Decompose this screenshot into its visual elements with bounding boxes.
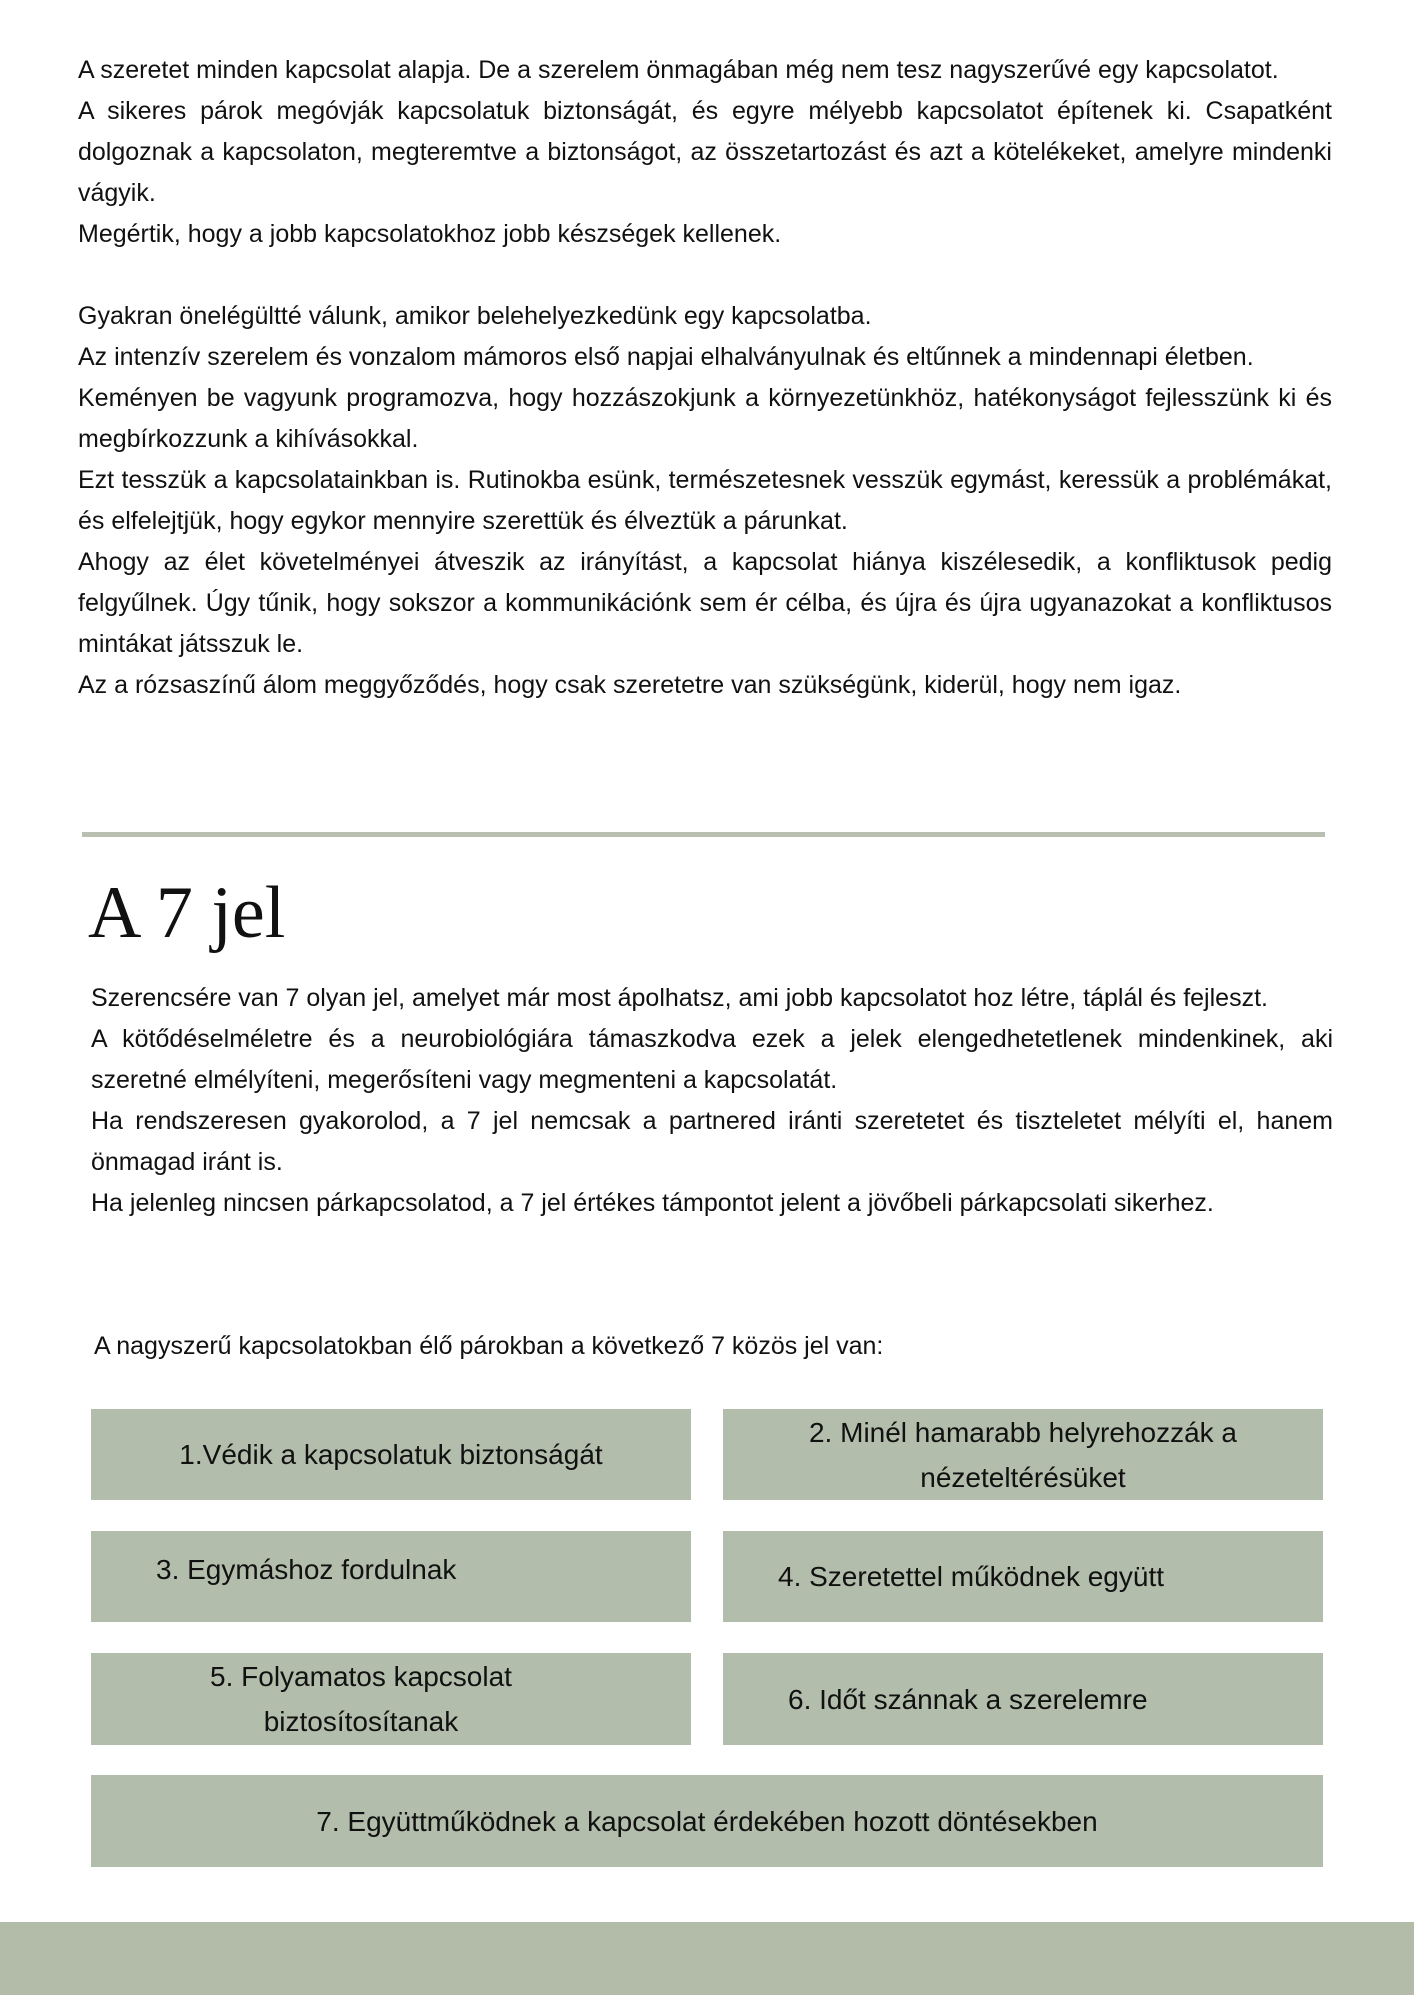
section-title: A 7 jel [88, 872, 286, 954]
intro-paragraph: Ezt tesszük a kapcsolatainkban is. Rutinokba esünk, természetesnek vesszük egymást, keressük a problémákat, és elfelejtjük, hogy egykor mennyire szerettük és élveztük a párunkat. [78, 466, 1332, 535]
sign-label: 3. Egymáshoz fordulnak [156, 1554, 457, 1585]
intro-paragraph: Ahogy az élet követelményei átveszik az irányítást, a kapcsolat hiánya kiszélesedik, a konfliktusok pedig felgyűlnek. Úgy tűnik, hogy sokszor a kommunikációnk sem ér célba, és újra és újra ugyanazokat a konfliktusos mintákat játsszuk le. [78, 548, 1332, 658]
sign-label: 7. Együttműködnek a kapcsolat érdekében hozott döntésekben [316, 1805, 1098, 1837]
paragraph-gap [78, 255, 1332, 296]
section-paragraph: A kötődéselméletre és a neurobiológiára támaszkodva ezek a jelek elengedhetetlenek mindenkinek, aki szeretné elmélyíteni, megerősíteni vagy megmenteni a kapcsolatát. [91, 1025, 1333, 1094]
sign-label: 2. Minél hamarabb helyrehozzák a [808, 1416, 1237, 1448]
sign-label-line2: biztosítosítanak [263, 1706, 459, 1737]
section-paragraph: Ha rendszeresen gyakorolod, a 7 jel nemcsak a partnered iránti szeretetet és tiszteletet mélyíti el, hanem önmagad iránt is. [91, 1107, 1333, 1176]
sign-box-5 [91, 1653, 691, 1745]
intro-paragraph: Megértik, hogy a jobb kapcsolatokhoz jobb készségek kellenek. [78, 220, 782, 248]
sign-label: 4. Szeretettel működnek együtt [778, 1561, 1164, 1592]
sign-box-7 [91, 1775, 1323, 1867]
sign-box-2 [723, 1409, 1323, 1500]
sign-label: 5. Folyamatos kapcsolat [210, 1661, 512, 1692]
footer-band [0, 1922, 1414, 1995]
sign-box-4 [723, 1531, 1323, 1622]
intro-paragraph: Keményen be vagyunk programozva, hogy hozzászokjunk a környezetünkhöz, hatékonyságot fejlesszünk ki és megbírkozzunk a kihívásokkal. [78, 384, 1332, 453]
sign-label: 1.Védik a kapcsolatuk biztonságát [179, 1439, 603, 1470]
sign-label: 6. Időt szánnak a szerelemre [788, 1683, 1148, 1715]
sign-label-line2: nézeteltérésüket [920, 1461, 1126, 1493]
signs-lead: A nagyszerű kapcsolatokban élő párokban a következő 7 közös jel van: [94, 1332, 884, 1360]
section-paragraph: Szerencsére van 7 olyan jel, amelyet már most ápolhatsz, ami jobb kapcsolatot hoz létre, táplál és fejleszt. [91, 984, 1268, 1012]
intro-paragraph: A sikeres párok megóvják kapcsolatuk biztonságát, és egyre mélyebb kapcsolatot építenek ki. Csapatként dolgoznak a kapcsolaton, megteremtve a biztonságot, az összetartozást és azt a kötelékeket, amelyre mindenki vágyik. [78, 97, 1332, 207]
sign-box-6 [723, 1653, 1323, 1745]
sign-box-3 [91, 1531, 691, 1622]
intro-paragraph: Gyakran önelégültté válunk, amikor belehelyezkedünk egy kapcsolatba. [78, 302, 872, 330]
sign-box-1 [91, 1409, 691, 1500]
section-paragraph: Ha jelenleg nincsen párkapcsolatod, a 7 jel értékes támpontot jelent a jövőbeli párkapcsolati sikerhez. [91, 1189, 1214, 1217]
section-divider [82, 832, 1325, 837]
intro-paragraph: Az intenzív szerelem és vonzalom mámoros első napjai elhalványulnak és eltűnnek a mindennapi életben. [78, 343, 1254, 371]
intro-text [78, 50, 1332, 706]
section-body [91, 978, 1333, 1224]
intro-paragraph: Az a rózsaszínű álom meggyőződés, hogy csak szeretetre van szükségünk, kiderül, hogy nem igaz. [78, 671, 1182, 699]
intro-paragraph: A szeretet minden kapcsolat alapja. De a szerelem önmagában még nem tesz nagyszerűvé egy kapcsolatot. [78, 56, 1279, 84]
